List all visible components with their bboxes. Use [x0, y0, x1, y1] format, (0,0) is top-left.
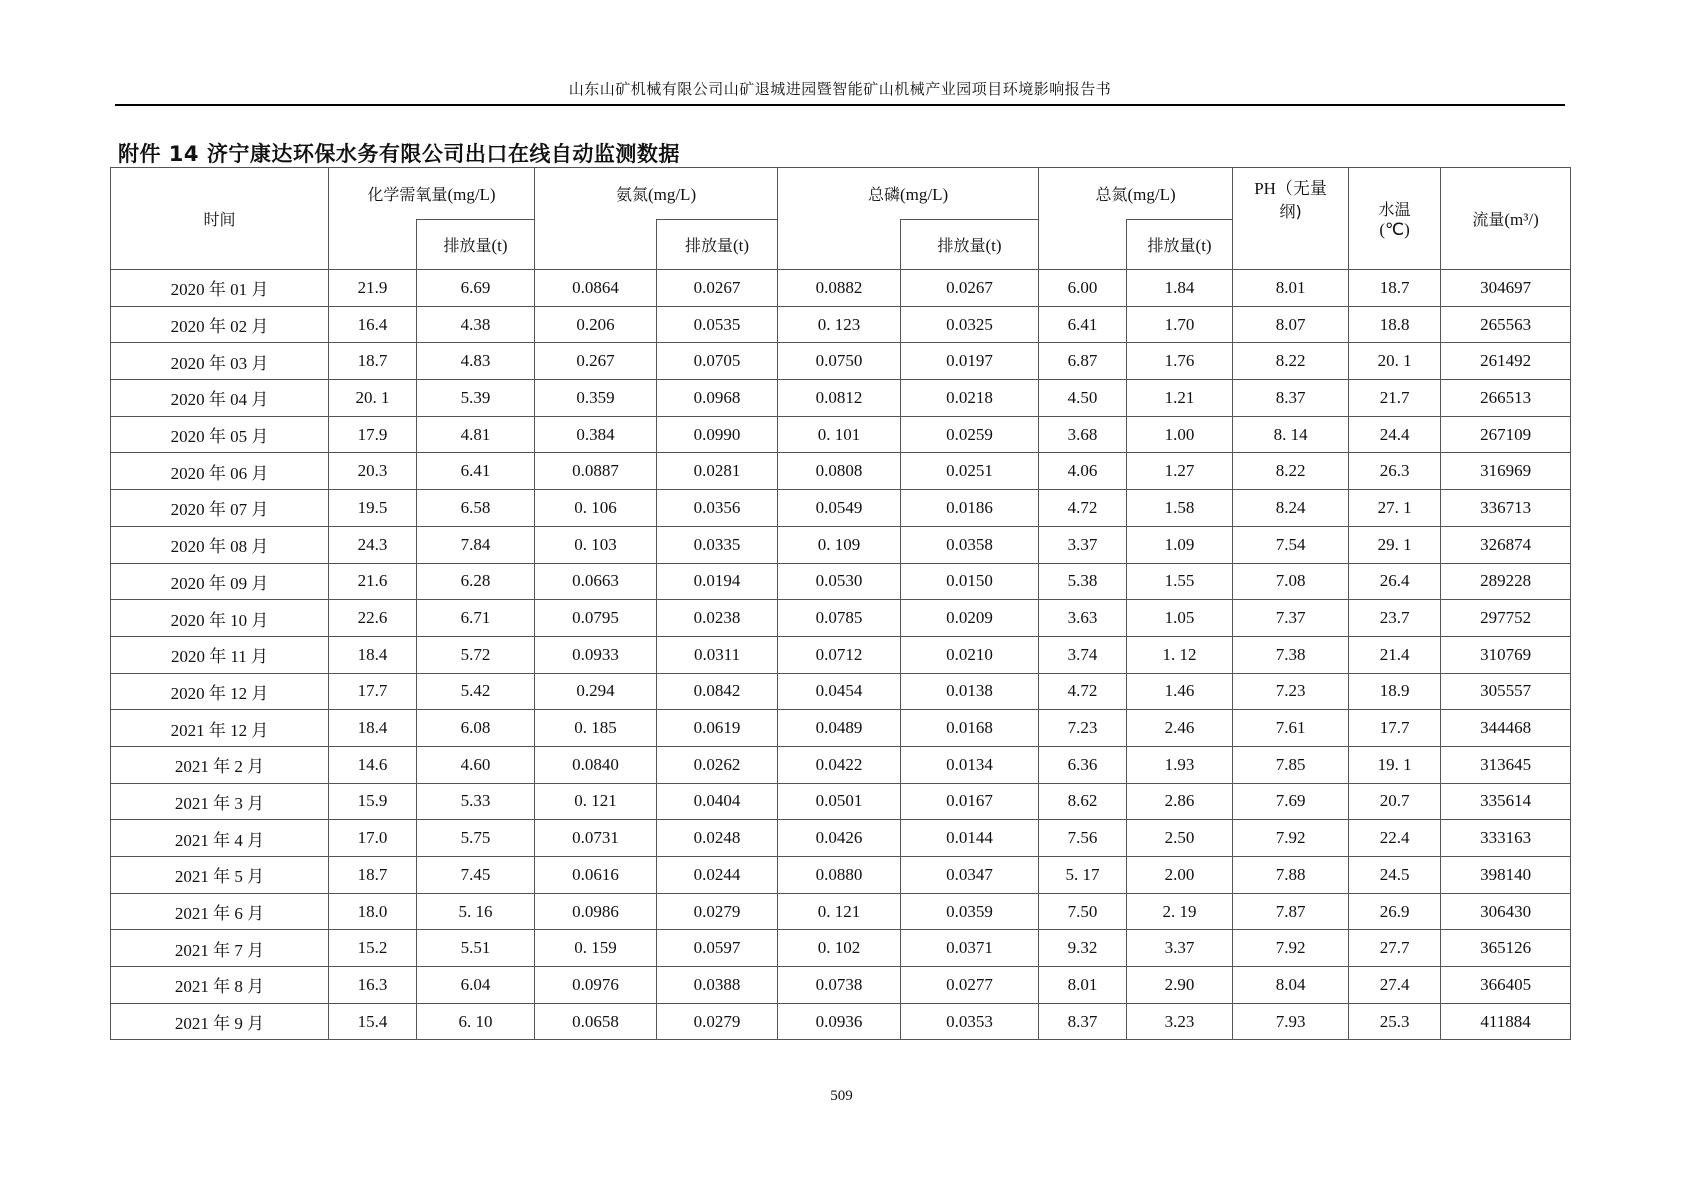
cell-cod-discharge: 4.81 [417, 416, 535, 453]
cell-ph: 7.54 [1233, 526, 1349, 563]
cell-ammonia-discharge: 0.0388 [657, 967, 778, 1004]
cell-ammonia-discharge: 0.0267 [657, 270, 778, 307]
cell-ammonia-discharge: 0.0335 [657, 526, 778, 563]
cell-water-temp: 19. 1 [1349, 746, 1441, 783]
cell-ph: 7.93 [1233, 1003, 1349, 1040]
table-row [111, 710, 1571, 747]
cell-water-temp: 20.7 [1349, 783, 1441, 820]
table-row [111, 967, 1571, 1004]
cell-tp-concentration: 0. 109 [778, 526, 901, 563]
cell-ph: 8.24 [1233, 490, 1349, 527]
cell-time: 2021 年 8 月 [111, 967, 329, 1004]
cell-water-temp: 26.4 [1349, 563, 1441, 600]
cell-tp-concentration: 0.0808 [778, 453, 901, 490]
document-title: 附件 14 济宁康达环保水务有限公司出口在线自动监测数据 [118, 142, 680, 166]
cell-cod-discharge: 4.38 [417, 306, 535, 343]
cell-cod-discharge: 6.58 [417, 490, 535, 527]
cell-time: 2021 年 7 月 [111, 930, 329, 967]
cell-ph: 8.07 [1233, 306, 1349, 343]
cell-tp-concentration: 0.0712 [778, 636, 901, 673]
header-ph: PH（无量 纲) [1233, 168, 1349, 270]
cell-flow: 365126 [1441, 930, 1571, 967]
cell-tp-concentration: 0.0785 [778, 600, 901, 637]
cell-tp-discharge: 0.0267 [901, 270, 1039, 307]
cell-cod-discharge: 5.72 [417, 636, 535, 673]
cell-ammonia-concentration: 0.0795 [535, 600, 657, 637]
cell-tn-concentration: 6.41 [1039, 306, 1127, 343]
cell-tp-concentration: 0.0936 [778, 1003, 901, 1040]
cell-time: 2020 年 08 月 [111, 526, 329, 563]
cell-flow: 297752 [1441, 600, 1571, 637]
cell-ph: 7.92 [1233, 930, 1349, 967]
header-total-phosphorus-group: 总磷(mg/L) [778, 168, 1039, 220]
cell-ph: 8.22 [1233, 343, 1349, 380]
cell-cod-discharge: 6.69 [417, 270, 535, 307]
cell-tp-discharge: 0.0259 [901, 416, 1039, 453]
cell-tn-concentration: 5. 17 [1039, 857, 1127, 894]
cell-ammonia-discharge: 0.0705 [657, 343, 778, 380]
cell-cod-discharge: 7.84 [417, 526, 535, 563]
cell-ammonia-discharge: 0.0968 [657, 380, 778, 417]
cell-tn-discharge: 2.46 [1127, 710, 1233, 747]
cell-tn-discharge: 3.37 [1127, 930, 1233, 967]
cell-ph: 8.04 [1233, 967, 1349, 1004]
cell-ammonia-concentration: 0.0616 [535, 857, 657, 894]
cell-tp-discharge: 0.0209 [901, 600, 1039, 637]
cell-tp-concentration: 0.0530 [778, 563, 901, 600]
cell-tp-concentration: 0. 101 [778, 416, 901, 453]
cell-ammonia-concentration: 0.0887 [535, 453, 657, 490]
cell-water-temp: 24.4 [1349, 416, 1441, 453]
cell-cod-discharge: 5.75 [417, 820, 535, 857]
cell-flow: 313645 [1441, 746, 1571, 783]
cell-tn-concentration: 3.37 [1039, 526, 1127, 563]
cell-water-temp: 29. 1 [1349, 526, 1441, 563]
cell-tp-concentration: 0.0812 [778, 380, 901, 417]
cell-time: 2020 年 11 月 [111, 636, 329, 673]
cell-ammonia-discharge: 0.0842 [657, 673, 778, 710]
cell-flow: 344468 [1441, 710, 1571, 747]
subheader-ammonia-discharge: 排放量(t) [657, 220, 778, 270]
cell-water-temp: 26.3 [1349, 453, 1441, 490]
cell-tn-discharge: 1. 12 [1127, 636, 1233, 673]
cell-cod-concentration: 22.6 [329, 600, 417, 637]
cell-flow: 267109 [1441, 416, 1571, 453]
cell-ph: 7.23 [1233, 673, 1349, 710]
cell-tp-discharge: 0.0168 [901, 710, 1039, 747]
cell-tp-discharge: 0.0150 [901, 563, 1039, 600]
cell-cod-concentration: 17.7 [329, 673, 417, 710]
header-cod-group: 化学需氧量(mg/L) [329, 168, 535, 220]
table-row [111, 820, 1571, 857]
cell-time: 2020 年 06 月 [111, 453, 329, 490]
header-ammonia-group: 氨氮(mg/L) [535, 168, 778, 220]
cell-tp-concentration: 0.0738 [778, 967, 901, 1004]
header-flow: 流量(m³/) [1441, 168, 1571, 270]
cell-water-temp: 26.9 [1349, 893, 1441, 930]
table-header-row [111, 168, 1571, 220]
cell-ammonia-discharge: 0.0311 [657, 636, 778, 673]
table-row [111, 490, 1571, 527]
cell-tp-discharge: 0.0353 [901, 1003, 1039, 1040]
cell-ph: 7.38 [1233, 636, 1349, 673]
cell-cod-concentration: 24.3 [329, 526, 417, 563]
cell-flow: 316969 [1441, 453, 1571, 490]
cell-cod-discharge: 6.41 [417, 453, 535, 490]
cell-ammonia-concentration: 0. 121 [535, 783, 657, 820]
cell-ammonia-discharge: 0.0238 [657, 600, 778, 637]
cell-ammonia-concentration: 0.206 [535, 306, 657, 343]
cell-tp-discharge: 0.0358 [901, 526, 1039, 563]
cell-tn-concentration: 3.74 [1039, 636, 1127, 673]
cell-flow: 336713 [1441, 490, 1571, 527]
cell-water-temp: 21.4 [1349, 636, 1441, 673]
table-row [111, 563, 1571, 600]
cell-time: 2021 年 6 月 [111, 893, 329, 930]
cell-tn-discharge: 1.84 [1127, 270, 1233, 307]
cell-ammonia-discharge: 0.0990 [657, 416, 778, 453]
cell-tp-discharge: 0.0144 [901, 820, 1039, 857]
cell-tn-discharge: 1.55 [1127, 563, 1233, 600]
subheader-cod-concentration [329, 220, 417, 270]
page-number: 509 [830, 1088, 853, 1104]
subheader-tp-discharge: 排放量(t) [901, 220, 1039, 270]
cell-flow: 411884 [1441, 1003, 1571, 1040]
cell-cod-discharge: 5.51 [417, 930, 535, 967]
cell-tp-discharge: 0.0347 [901, 857, 1039, 894]
cell-time: 2020 年 01 月 [111, 270, 329, 307]
cell-tn-discharge: 1.09 [1127, 526, 1233, 563]
cell-cod-concentration: 17.9 [329, 416, 417, 453]
cell-ammonia-concentration: 0.0864 [535, 270, 657, 307]
cell-tn-concentration: 3.63 [1039, 600, 1127, 637]
cell-tn-concentration: 3.68 [1039, 416, 1127, 453]
cell-ammonia-discharge: 0.0262 [657, 746, 778, 783]
cell-ammonia-concentration: 0.0986 [535, 893, 657, 930]
table-row [111, 673, 1571, 710]
cell-water-temp: 27.7 [1349, 930, 1441, 967]
cell-tn-concentration: 6.00 [1039, 270, 1127, 307]
cell-water-temp: 18.7 [1349, 270, 1441, 307]
cell-tp-concentration: 0.0750 [778, 343, 901, 380]
cell-water-temp: 17.7 [1349, 710, 1441, 747]
cell-water-temp: 22.4 [1349, 820, 1441, 857]
cell-tp-concentration: 0.0489 [778, 710, 901, 747]
cell-time: 2021 年 9 月 [111, 1003, 329, 1040]
cell-tp-discharge: 0.0277 [901, 967, 1039, 1004]
cell-cod-discharge: 6.71 [417, 600, 535, 637]
cell-ammonia-concentration: 0. 185 [535, 710, 657, 747]
table-row [111, 380, 1571, 417]
subheader-cod-discharge: 排放量(t) [417, 220, 535, 270]
cell-ph: 8. 14 [1233, 416, 1349, 453]
cell-ph: 7.87 [1233, 893, 1349, 930]
cell-tn-discharge: 2.50 [1127, 820, 1233, 857]
cell-cod-concentration: 16.4 [329, 306, 417, 343]
cell-cod-concentration: 19.5 [329, 490, 417, 527]
cell-ammonia-concentration: 0. 106 [535, 490, 657, 527]
cell-water-temp: 25.3 [1349, 1003, 1441, 1040]
cell-cod-concentration: 20.3 [329, 453, 417, 490]
cell-tn-concentration: 7.23 [1039, 710, 1127, 747]
cell-tn-discharge: 1.46 [1127, 673, 1233, 710]
cell-ammonia-concentration: 0.267 [535, 343, 657, 380]
cell-tp-concentration: 0.0882 [778, 270, 901, 307]
cell-tn-discharge: 1.58 [1127, 490, 1233, 527]
cell-time: 2020 年 04 月 [111, 380, 329, 417]
cell-tp-discharge: 0.0371 [901, 930, 1039, 967]
cell-tn-discharge: 2.86 [1127, 783, 1233, 820]
cell-ammonia-concentration: 0. 159 [535, 930, 657, 967]
cell-tp-concentration: 0.0422 [778, 746, 901, 783]
cell-cod-discharge: 6. 10 [417, 1003, 535, 1040]
table-row [111, 526, 1571, 563]
cell-time: 2020 年 09 月 [111, 563, 329, 600]
cell-tp-discharge: 0.0138 [901, 673, 1039, 710]
cell-water-temp: 23.7 [1349, 600, 1441, 637]
cell-tn-discharge: 1.05 [1127, 600, 1233, 637]
cell-tp-concentration: 0.0426 [778, 820, 901, 857]
cell-tn-concentration: 7.56 [1039, 820, 1127, 857]
cell-cod-concentration: 16.3 [329, 967, 417, 1004]
cell-tp-discharge: 0.0167 [901, 783, 1039, 820]
running-header: 山东山矿机械有限公司山矿退城进园暨智能矿山机械产业园项目环境影响报告书 [568, 80, 1112, 98]
cell-ammonia-discharge: 0.0356 [657, 490, 778, 527]
cell-flow: 265563 [1441, 306, 1571, 343]
cell-flow: 261492 [1441, 343, 1571, 380]
cell-tn-discharge: 1.93 [1127, 746, 1233, 783]
cell-flow: 305557 [1441, 673, 1571, 710]
subheader-tn-concentration [1039, 220, 1127, 270]
cell-ammonia-discharge: 0.0244 [657, 857, 778, 894]
table-row [111, 600, 1571, 637]
cell-cod-discharge: 6.04 [417, 967, 535, 1004]
cell-water-temp: 24.5 [1349, 857, 1441, 894]
cell-tn-discharge: 1.27 [1127, 453, 1233, 490]
cell-cod-concentration: 18.4 [329, 710, 417, 747]
cell-time: 2021 年 3 月 [111, 783, 329, 820]
cell-tp-discharge: 0.0186 [901, 490, 1039, 527]
cell-time: 2020 年 05 月 [111, 416, 329, 453]
cell-flow: 326874 [1441, 526, 1571, 563]
cell-ammonia-discharge: 0.0281 [657, 453, 778, 490]
cell-cod-discharge: 5.39 [417, 380, 535, 417]
cell-cod-concentration: 15.4 [329, 1003, 417, 1040]
cell-tn-discharge: 2. 19 [1127, 893, 1233, 930]
cell-tp-discharge: 0.0218 [901, 380, 1039, 417]
table-row [111, 1003, 1571, 1040]
cell-time: 2021 年 12 月 [111, 710, 329, 747]
cell-tp-discharge: 0.0325 [901, 306, 1039, 343]
subheader-tn-discharge: 排放量(t) [1127, 220, 1233, 270]
cell-ammonia-concentration: 0.0663 [535, 563, 657, 600]
cell-flow: 266513 [1441, 380, 1571, 417]
cell-flow: 289228 [1441, 563, 1571, 600]
cell-water-temp: 27. 1 [1349, 490, 1441, 527]
cell-ammonia-concentration: 0. 103 [535, 526, 657, 563]
cell-cod-concentration: 18.7 [329, 857, 417, 894]
cell-ammonia-concentration: 0.0731 [535, 820, 657, 857]
cell-tp-concentration: 0.0501 [778, 783, 901, 820]
header-time: 时间 [111, 168, 329, 270]
table-row [111, 857, 1571, 894]
cell-tp-discharge: 0.0210 [901, 636, 1039, 673]
cell-time: 2021 年 4 月 [111, 820, 329, 857]
cell-ammonia-concentration: 0.0976 [535, 967, 657, 1004]
cell-tn-discharge: 2.90 [1127, 967, 1233, 1004]
cell-ammonia-discharge: 0.0597 [657, 930, 778, 967]
cell-tn-concentration: 4.72 [1039, 673, 1127, 710]
cell-tp-concentration: 0. 102 [778, 930, 901, 967]
cell-flow: 366405 [1441, 967, 1571, 1004]
cell-tp-discharge: 0.0359 [901, 893, 1039, 930]
cell-tn-discharge: 1.21 [1127, 380, 1233, 417]
cell-flow: 310769 [1441, 636, 1571, 673]
table-row [111, 306, 1571, 343]
cell-time: 2020 年 03 月 [111, 343, 329, 380]
table-row [111, 930, 1571, 967]
cell-cod-concentration: 17.0 [329, 820, 417, 857]
cell-tp-discharge: 0.0197 [901, 343, 1039, 380]
cell-ammonia-concentration: 0.0840 [535, 746, 657, 783]
cell-ammonia-concentration: 0.0933 [535, 636, 657, 673]
cell-ammonia-discharge: 0.0248 [657, 820, 778, 857]
cell-ph: 7.88 [1233, 857, 1349, 894]
cell-tp-discharge: 0.0134 [901, 746, 1039, 783]
cell-tn-concentration: 4.50 [1039, 380, 1127, 417]
cell-ph: 7.08 [1233, 563, 1349, 600]
cell-ph: 7.69 [1233, 783, 1349, 820]
cell-water-temp: 18.9 [1349, 673, 1441, 710]
cell-cod-discharge: 5.33 [417, 783, 535, 820]
cell-tn-concentration: 4.72 [1039, 490, 1127, 527]
cell-water-temp: 27.4 [1349, 967, 1441, 1004]
cell-tn-concentration: 4.06 [1039, 453, 1127, 490]
cell-tn-concentration: 9.32 [1039, 930, 1127, 967]
cell-cod-concentration: 21.9 [329, 270, 417, 307]
cell-ph: 7.61 [1233, 710, 1349, 747]
cell-ammonia-concentration: 0.294 [535, 673, 657, 710]
table-row [111, 270, 1571, 307]
cell-tn-discharge: 2.00 [1127, 857, 1233, 894]
cell-cod-discharge: 5. 16 [417, 893, 535, 930]
monitoring-data-table [110, 167, 1571, 1040]
cell-water-temp: 21.7 [1349, 380, 1441, 417]
table-row [111, 893, 1571, 930]
cell-ammonia-discharge: 0.0535 [657, 306, 778, 343]
cell-time: 2020 年 10 月 [111, 600, 329, 637]
table-row [111, 636, 1571, 673]
cell-tn-concentration: 8.01 [1039, 967, 1127, 1004]
cell-tp-concentration: 0. 121 [778, 893, 901, 930]
cell-time: 2021 年 5 月 [111, 857, 329, 894]
subheader-ammonia-concentration [535, 220, 657, 270]
cell-cod-discharge: 6.28 [417, 563, 535, 600]
cell-ammonia-discharge: 0.0279 [657, 893, 778, 930]
cell-time: 2020 年 02 月 [111, 306, 329, 343]
cell-cod-concentration: 15.2 [329, 930, 417, 967]
cell-tp-concentration: 0.0454 [778, 673, 901, 710]
cell-ammonia-concentration: 0.359 [535, 380, 657, 417]
cell-cod-concentration: 18.4 [329, 636, 417, 673]
cell-cod-discharge: 4.83 [417, 343, 535, 380]
cell-flow: 306430 [1441, 893, 1571, 930]
cell-tp-concentration: 0.0549 [778, 490, 901, 527]
cell-ammonia-concentration: 0.384 [535, 416, 657, 453]
cell-cod-discharge: 5.42 [417, 673, 535, 710]
table-row [111, 746, 1571, 783]
cell-ammonia-discharge: 0.0619 [657, 710, 778, 747]
cell-flow: 333163 [1441, 820, 1571, 857]
table-row [111, 453, 1571, 490]
cell-ph: 7.92 [1233, 820, 1349, 857]
cell-cod-concentration: 14.6 [329, 746, 417, 783]
table-body [111, 270, 1571, 1040]
cell-ph: 8.01 [1233, 270, 1349, 307]
cell-ph: 7.37 [1233, 600, 1349, 637]
cell-cod-concentration: 18.7 [329, 343, 417, 380]
table-row [111, 783, 1571, 820]
cell-ph: 8.22 [1233, 453, 1349, 490]
cell-tn-concentration: 6.36 [1039, 746, 1127, 783]
cell-flow: 335614 [1441, 783, 1571, 820]
header-total-nitrogen-group: 总氮(mg/L) [1039, 168, 1233, 220]
cell-tn-discharge: 1.70 [1127, 306, 1233, 343]
cell-water-temp: 18.8 [1349, 306, 1441, 343]
cell-tn-concentration: 6.87 [1039, 343, 1127, 380]
cell-flow: 398140 [1441, 857, 1571, 894]
cell-cod-discharge: 6.08 [417, 710, 535, 747]
cell-ammonia-concentration: 0.0658 [535, 1003, 657, 1040]
cell-flow: 304697 [1441, 270, 1571, 307]
cell-tn-concentration: 8.62 [1039, 783, 1127, 820]
table-row [111, 416, 1571, 453]
header-rule [115, 104, 1565, 106]
cell-tn-concentration: 5.38 [1039, 563, 1127, 600]
cell-tn-concentration: 8.37 [1039, 1003, 1127, 1040]
cell-time: 2021 年 2 月 [111, 746, 329, 783]
header-water-temp: 水温 (℃) [1349, 168, 1441, 270]
cell-tn-concentration: 7.50 [1039, 893, 1127, 930]
cell-tn-discharge: 1.76 [1127, 343, 1233, 380]
table-row [111, 343, 1571, 380]
cell-cod-discharge: 7.45 [417, 857, 535, 894]
cell-tp-concentration: 0. 123 [778, 306, 901, 343]
cell-time: 2020 年 07 月 [111, 490, 329, 527]
subheader-tp-concentration [778, 220, 901, 270]
cell-water-temp: 20. 1 [1349, 343, 1441, 380]
cell-ammonia-discharge: 0.0279 [657, 1003, 778, 1040]
cell-cod-concentration: 20. 1 [329, 380, 417, 417]
cell-cod-concentration: 15.9 [329, 783, 417, 820]
cell-tp-concentration: 0.0880 [778, 857, 901, 894]
cell-tn-discharge: 3.23 [1127, 1003, 1233, 1040]
cell-ammonia-discharge: 0.0194 [657, 563, 778, 600]
cell-ph: 8.37 [1233, 380, 1349, 417]
cell-time: 2020 年 12 月 [111, 673, 329, 710]
cell-ph: 7.85 [1233, 746, 1349, 783]
cell-cod-concentration: 18.0 [329, 893, 417, 930]
cell-tp-discharge: 0.0251 [901, 453, 1039, 490]
cell-tn-discharge: 1.00 [1127, 416, 1233, 453]
cell-cod-concentration: 21.6 [329, 563, 417, 600]
cell-ammonia-discharge: 0.0404 [657, 783, 778, 820]
cell-cod-discharge: 4.60 [417, 746, 535, 783]
